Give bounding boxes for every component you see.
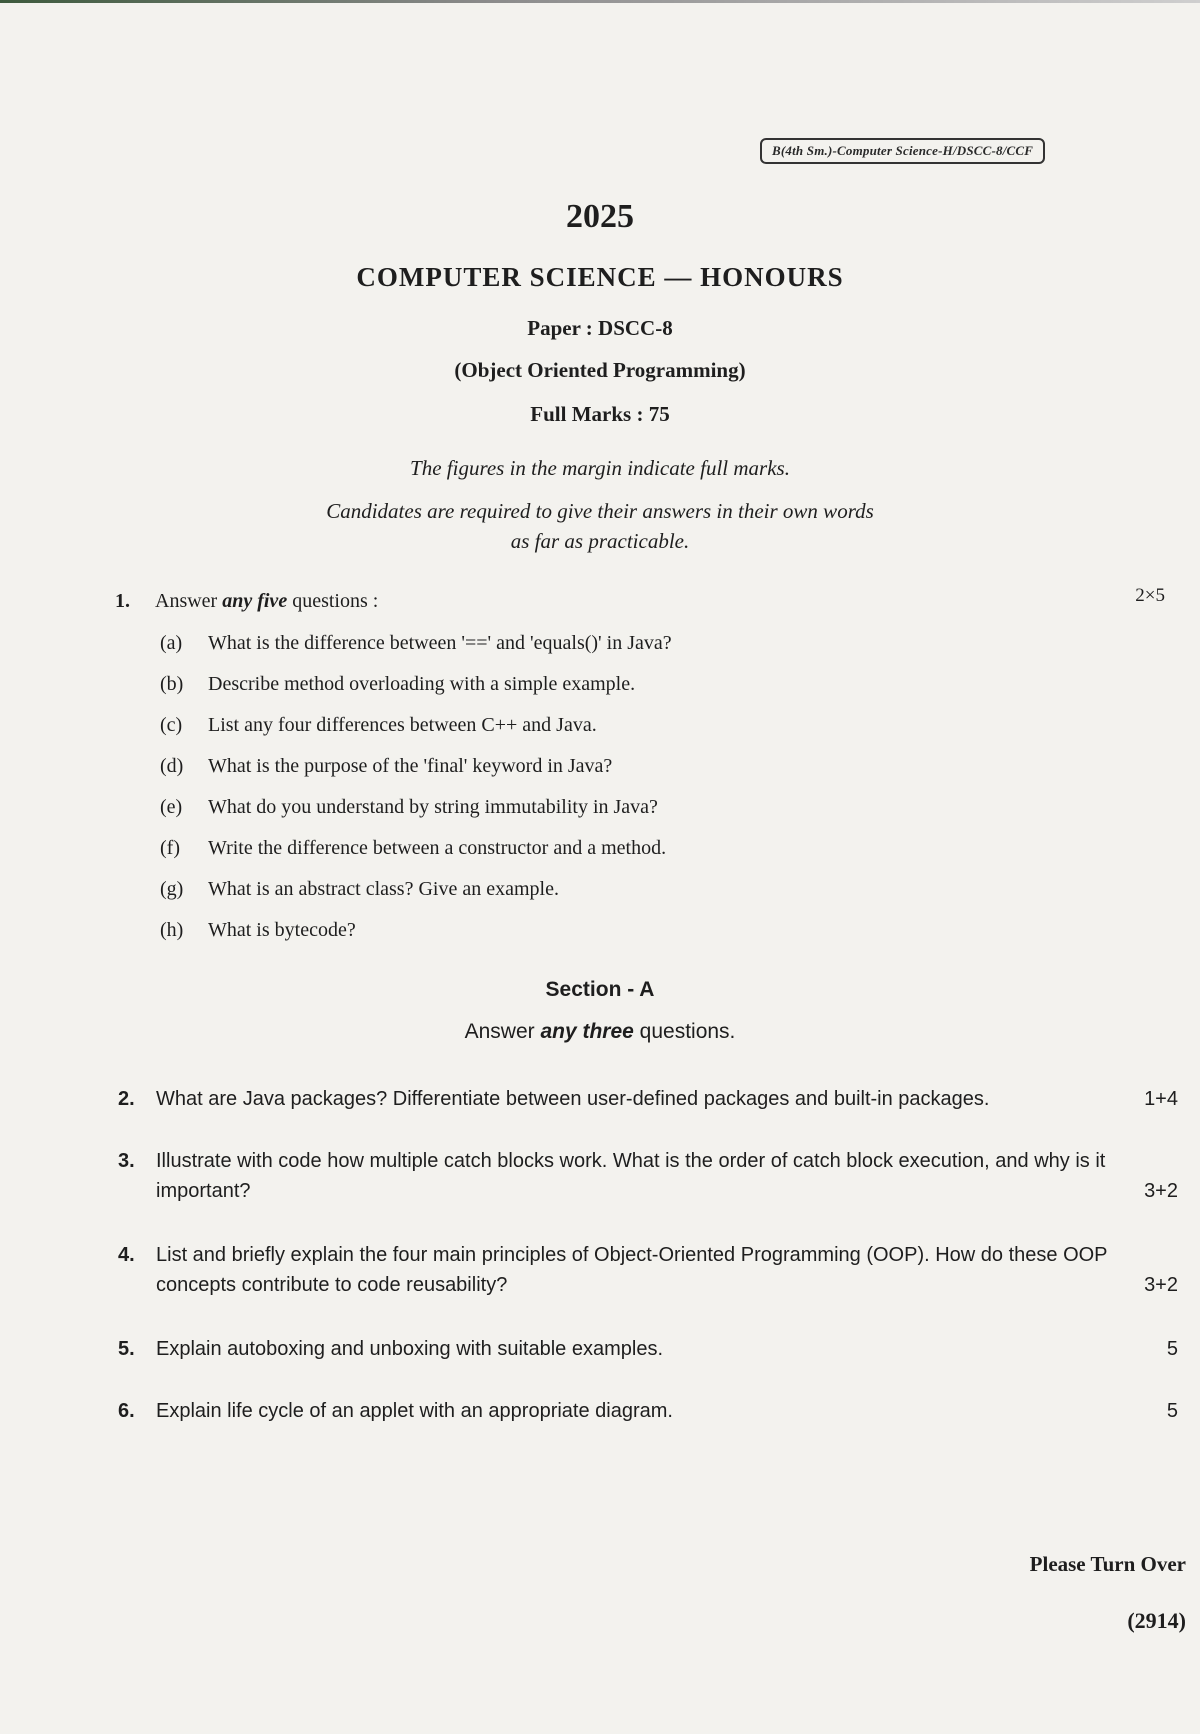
question-number: 5. — [118, 1338, 135, 1360]
course-title: (Object Oriented Programming) — [454, 358, 746, 382]
subquestion-text: What is bytecode? — [208, 919, 356, 941]
instruction-prefix: Answer — [464, 1020, 541, 1043]
top-border-line — [0, 0, 1200, 3]
question-number: 4. — [118, 1244, 135, 1266]
instruction-suffix: questions. — [633, 1020, 736, 1043]
subquestion-label: (e) — [160, 796, 183, 818]
subject-title: COMPUTER SCIENCE — HONOURS — [356, 262, 844, 292]
subquestion-label: (h) — [160, 919, 184, 941]
question-number: 6. — [118, 1400, 135, 1422]
question-text: Illustrate with code how multiple catch blocks work. What is the order of catch block execution, and why is it important? — [156, 1150, 1106, 1202]
question-text: Explain life cycle of an applet with an appropriate diagram. — [156, 1400, 673, 1422]
question-1-marks: 2×5 — [1135, 585, 1165, 606]
subquestion-b — [160, 673, 635, 696]
subquestion-text: Describe method overloading with a simple example. — [208, 673, 636, 695]
question-marks: 3+2 — [1144, 1180, 1178, 1202]
question-text: Explain autoboxing and unboxing with suitable examples. — [156, 1338, 664, 1360]
please-turn-over: Please Turn Over — [1029, 1552, 1186, 1576]
question-text: What are Java packages? Differentiate between user-defined packages and built-in packages. — [156, 1088, 990, 1110]
subquestion-g — [160, 878, 559, 901]
instruction-emphasis: any five — [222, 590, 288, 612]
paper-label: Paper : DSCC-8 — [527, 316, 673, 340]
subquestion-text: Write the difference between a constructor and a method. — [208, 837, 667, 859]
paper-serial-code: (2914) — [1127, 1608, 1186, 1633]
subquestion-label: (f) — [160, 837, 180, 859]
subquestion-label: (b) — [160, 673, 184, 695]
subquestion-text: List any four differences between C++ and Java. — [208, 714, 597, 736]
subquestion-h — [160, 919, 356, 942]
own-words-note-line1: Candidates are required to give their answers in their own words — [326, 499, 874, 523]
question-1-instruction — [115, 590, 378, 613]
section-a-title: Section - A — [545, 978, 655, 1001]
subquestion-text: What is the difference between '==' and 'equals()' in Java? — [208, 632, 672, 654]
subquestion-label: (g) — [160, 878, 184, 900]
subquestion-label: (d) — [160, 755, 184, 777]
question-marks: 5 — [1166, 1338, 1178, 1360]
subquestion-label: (a) — [160, 632, 183, 654]
subquestion-text: What is the purpose of the 'final' keyword in Java? — [208, 755, 613, 777]
question-3 — [118, 1146, 1178, 1206]
margin-note: The figures in the margin indicate full marks. — [410, 456, 790, 480]
question-marks: 3+2 — [1144, 1274, 1178, 1296]
question-2 — [118, 1084, 1178, 1114]
instruction-suffix: questions : — [287, 590, 379, 612]
own-words-note-line2: as far as practicable. — [510, 529, 690, 553]
subquestion-text: What is an abstract class? Give an example. — [208, 878, 559, 900]
subquestion-d — [160, 755, 612, 778]
subquestion-text: What do you understand by string immutability in Java? — [208, 796, 658, 818]
section-a-instruction — [0, 1020, 1200, 1044]
own-words-note — [0, 496, 1200, 556]
question-number: 3. — [118, 1150, 135, 1172]
subquestion-c — [160, 714, 597, 737]
question-text: List and briefly explain the four main principles of Object-Oriented Programming (OOP). How do these OOP concepts contribute to code reusability? — [156, 1244, 1108, 1296]
exam-year: 2025 — [566, 198, 634, 235]
instruction-prefix: Answer — [155, 590, 223, 612]
full-marks: Full Marks : 75 — [530, 402, 670, 426]
instruction-emphasis: any three — [540, 1020, 634, 1043]
question-4 — [118, 1240, 1178, 1300]
question-number: 2. — [118, 1088, 135, 1110]
subquestion-e — [160, 796, 658, 819]
question-number: 1. — [115, 590, 130, 612]
question-marks: 1+4 — [1144, 1088, 1178, 1110]
paper-code-box: B(4th Sm.)-Computer Science-H/DSCC-8/CCF — [760, 138, 1045, 164]
question-5 — [118, 1334, 1178, 1364]
question-marks: 5 — [1166, 1400, 1178, 1422]
subquestion-label: (c) — [160, 714, 183, 736]
subquestion-f — [160, 837, 666, 860]
subquestion-a — [160, 632, 672, 655]
question-6 — [118, 1396, 1178, 1426]
